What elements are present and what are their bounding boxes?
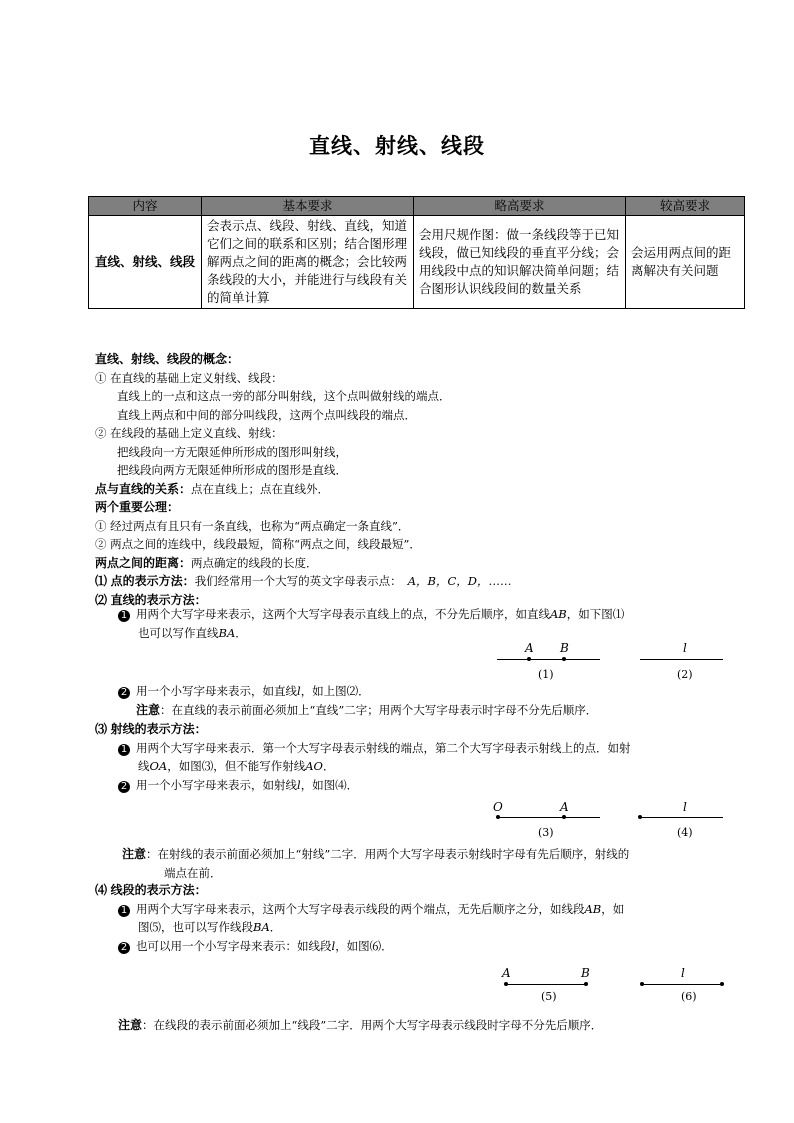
text-line: 直线上的一点和这点一旁的部分叫射线，这个点叫做射线的端点． bbox=[117, 389, 451, 403]
requirements-table bbox=[88, 196, 745, 309]
figure-caption: (1) bbox=[538, 668, 554, 681]
figure-caption: (3) bbox=[538, 826, 554, 839]
text-line: ① 在直线的基础上定义射线、线段： bbox=[95, 370, 283, 385]
text-span: 两点确定的线段的长度． bbox=[191, 555, 318, 570]
segment-section bbox=[95, 881, 624, 955]
table-header: 较高要求 bbox=[626, 197, 745, 216]
text-span: 线 bbox=[138, 759, 150, 773]
figure-2-line bbox=[640, 659, 723, 660]
text-line: ① 经过两点有且只有一条直线，也称为“两点确定一条直线”． bbox=[95, 518, 410, 533]
note-label: 注意 bbox=[136, 702, 161, 717]
inline-heading: 线段的表示方法： bbox=[110, 883, 207, 897]
concepts-section bbox=[95, 350, 511, 609]
text-span: ，如图⑹． bbox=[335, 938, 393, 953]
table-row bbox=[89, 216, 745, 309]
text-span: ：在线段的表示前面必须加上“线段”二字．用两个大写字母表示线段时字母不分先后顺序． bbox=[142, 1018, 603, 1032]
text-line: 把线段向两方无限延伸所形成的图形是直线． bbox=[117, 463, 347, 477]
circled-number: 2 bbox=[118, 781, 130, 793]
table-cell: 会运用两点间的距离解决有关问题 bbox=[626, 216, 745, 309]
ray-label: l bbox=[683, 800, 687, 814]
page-title: 直线、射线、线段 bbox=[309, 134, 485, 158]
table-header-row bbox=[89, 197, 745, 216]
text-span: OA bbox=[149, 759, 168, 773]
table-cell: 直线、射线、线段 bbox=[89, 216, 202, 309]
text-span: l bbox=[331, 938, 336, 953]
point-dot bbox=[562, 815, 566, 819]
text-span: 用一个小写字母来表示，如直线 bbox=[136, 684, 297, 698]
text-span: l bbox=[297, 684, 301, 698]
text-line bbox=[95, 881, 624, 900]
text-line: 直线上两点和中间的部分叫线段，这两个点叫线段的端点． bbox=[117, 407, 416, 422]
table-header: 基本要求 bbox=[202, 197, 414, 216]
text-span: ． bbox=[322, 759, 335, 773]
inline-heading: 直线的表示方法： bbox=[110, 592, 207, 607]
point-label: A bbox=[525, 641, 534, 655]
text-span: 图⑸，也可以写作线段 bbox=[138, 920, 253, 934]
table-cell: 会用尺规作图：做一条线段等于已知线段，做已知线段的垂直平分线；会用线段中点的知识解决简单问题；结合图形认识线段间的数量关系 bbox=[414, 216, 626, 309]
text-span: 用两个大写字母来表示，这两个大写字母表示线段的两个端点，无先后顺序之分，如线段 bbox=[136, 901, 585, 916]
inline-heading: 射线的表示方法： bbox=[110, 722, 207, 736]
text-span: ． bbox=[269, 920, 282, 934]
point-dot bbox=[562, 657, 566, 661]
figure-6-segment bbox=[642, 984, 722, 985]
circled-number: 1 bbox=[118, 610, 130, 622]
item-number: ⑷ bbox=[95, 883, 108, 897]
point-dot bbox=[638, 815, 642, 819]
text-line bbox=[118, 701, 597, 720]
text-line bbox=[118, 682, 597, 701]
point-label: A bbox=[560, 800, 569, 814]
point-label: A bbox=[502, 966, 511, 980]
text-span: l bbox=[297, 777, 301, 792]
segment-label: l bbox=[681, 966, 685, 980]
text-span: 我们经常用一个大写的英文字母表示点： bbox=[194, 574, 402, 588]
text-line bbox=[118, 624, 624, 643]
point-dot bbox=[720, 982, 724, 986]
item-number: ⑵ bbox=[95, 592, 108, 607]
point-label: O bbox=[493, 800, 503, 814]
text-line bbox=[95, 572, 511, 591]
text-line: ② 在线段的基础上定义直线、射线： bbox=[95, 426, 283, 440]
text-span: 用两个大写字母来表示．第一个大写字母表示射线的端点，第二个大写字母表示射线上的点．如射 bbox=[136, 740, 631, 755]
table-header: 内容 bbox=[89, 197, 202, 216]
segment-note bbox=[118, 1016, 602, 1035]
figure-caption: (6) bbox=[681, 990, 697, 1003]
text-span: 点在直线上；点在直线外． bbox=[191, 481, 330, 496]
text-span: ． bbox=[235, 625, 247, 640]
text-span: 用两个大写字母来表示，这两个大写字母表示直线上的点，不分先后顺序，如直线 bbox=[136, 607, 550, 621]
inline-heading: 点与直线的关系： bbox=[95, 481, 192, 496]
text-line bbox=[95, 480, 511, 499]
table-cell: 会表示点、线段、射线、直线，知道它们之间的联系和区别；结合图形理解两点之间的距离的概念；会比较两条线段的大小，并能进行与线段有关的简单计算 bbox=[202, 216, 414, 309]
text-line bbox=[95, 776, 631, 795]
point-dot bbox=[527, 657, 531, 661]
text-line: 把线段向一方无限延伸所形成的图形叫射线， bbox=[117, 444, 347, 459]
text-line: ② 两点之间的连线中，线段最短，简称“两点之间，线段最短”． bbox=[95, 537, 421, 551]
circled-number: 1 bbox=[118, 905, 130, 917]
section-heading: 两个重要公理： bbox=[95, 500, 180, 514]
circled-number: 1 bbox=[118, 744, 130, 756]
figure-caption: (4) bbox=[677, 826, 693, 839]
point-dot bbox=[584, 982, 588, 986]
table-header: 略高要求 bbox=[414, 197, 626, 216]
line-label: l bbox=[683, 641, 687, 655]
text-line bbox=[95, 918, 624, 937]
text-span: ，如图⑶，但不能写作射线 bbox=[167, 759, 306, 773]
point-dot bbox=[640, 982, 644, 986]
text-span: ：在射线的表示前面必须加上“射线”二字．用两个大写字母表示射线时字母有先后顺序，射线的 bbox=[146, 847, 630, 861]
text-line bbox=[95, 720, 631, 739]
circled-number: 2 bbox=[118, 942, 130, 954]
text-span: 用一个小写字母来表示，如射线 bbox=[136, 777, 297, 792]
text-span: ，如图⑷． bbox=[300, 777, 359, 792]
text-span: 也可以用一个小写字母来表示：如线段 bbox=[136, 938, 332, 953]
text-span: AB bbox=[550, 607, 567, 621]
ray-section bbox=[95, 720, 631, 794]
text-span: 也可以写作直线 bbox=[138, 625, 219, 640]
line-method-1 bbox=[118, 605, 624, 642]
point-dot bbox=[496, 815, 500, 819]
text-span: BA bbox=[253, 920, 270, 934]
text-line bbox=[95, 937, 624, 956]
point-dot bbox=[504, 982, 508, 986]
text-line bbox=[118, 605, 624, 624]
figure-5-segment bbox=[506, 984, 586, 985]
point-label: B bbox=[581, 966, 590, 980]
point-label: B bbox=[560, 641, 569, 655]
text-span: ，如上图⑵． bbox=[300, 684, 370, 698]
text-line bbox=[95, 757, 631, 776]
item-number: ⑶ bbox=[95, 722, 108, 736]
text-span: AO bbox=[305, 759, 323, 773]
text-span: ，如下图⑴ bbox=[566, 607, 625, 621]
text-span: BA bbox=[218, 625, 236, 640]
text-span: AB bbox=[584, 901, 602, 916]
text-line bbox=[95, 900, 624, 919]
note-label: 注意 bbox=[118, 1018, 143, 1032]
figure-3-ray bbox=[497, 817, 600, 818]
figure-caption: (5) bbox=[541, 990, 557, 1003]
text-span: A，B，C，D，…… bbox=[407, 574, 512, 588]
text-line bbox=[95, 739, 631, 758]
item-number: ⑴ bbox=[95, 574, 108, 588]
section-heading: 直线、射线、线段的概念： bbox=[95, 352, 240, 366]
text-span: ，如 bbox=[601, 901, 625, 916]
figure-4-ray bbox=[640, 817, 723, 818]
figure-caption: (2) bbox=[677, 668, 693, 681]
figure-1-line bbox=[497, 659, 600, 660]
circled-number: 2 bbox=[118, 687, 130, 699]
ray-note bbox=[122, 845, 629, 882]
note-label: 注意 bbox=[122, 847, 147, 861]
line-method-2 bbox=[118, 682, 597, 719]
text-line bbox=[118, 1016, 602, 1035]
text-line: 端点在前． bbox=[164, 865, 222, 880]
inline-heading: 点的表示方法： bbox=[110, 574, 195, 588]
text-line bbox=[95, 554, 511, 573]
text-span: ：在直线的表示前面必须加上“直线”二字；用两个大写字母表示时字母不分先后顺序． bbox=[160, 702, 598, 717]
inline-heading: 两点之间的距离： bbox=[95, 555, 192, 570]
text-line bbox=[122, 845, 629, 864]
